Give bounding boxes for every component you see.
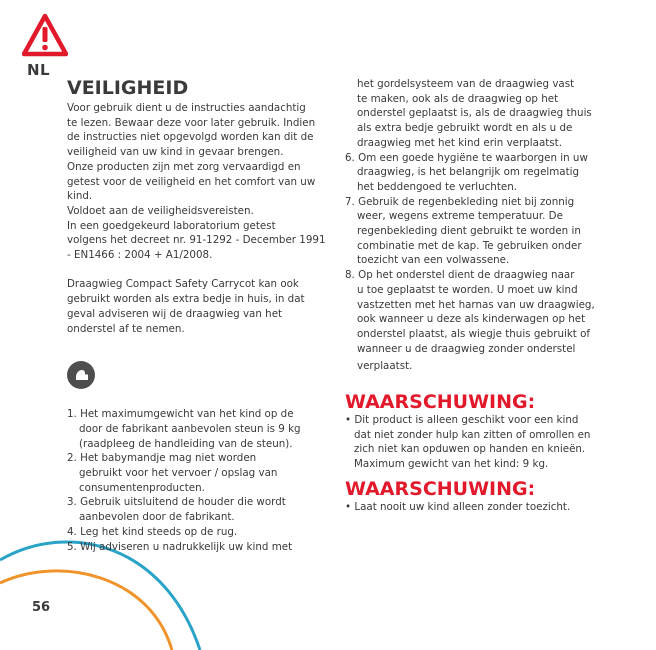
text-line: te maken, ook als de draagwieg op het: [357, 92, 559, 105]
text-line: kind.: [67, 190, 93, 203]
safety-list-left: [67, 407, 329, 554]
list-item: wanneer u de draagwieg zonder onderstel: [357, 342, 576, 355]
list-item: gebruikt voor het vervoer / opslag van: [79, 467, 278, 480]
list-item: 5. Wij adviseren u nadrukkelijk uw kind met: [67, 540, 293, 553]
text-line: Draagwieg Compact Safety Carrycot kan ook: [67, 278, 299, 291]
warning-title: WAARSCHUWING:: [345, 391, 536, 414]
list-item: (raadpleeg de handleiding van de steun).: [79, 437, 293, 450]
text-line: geval adviseren wij de draagwieg van het: [67, 307, 283, 320]
section-title: VEILIGHEID: [67, 77, 189, 99]
safety-list-right: [345, 151, 613, 375]
text-line: draagwieg met het kind erin verplaatst.: [357, 136, 562, 149]
teal-curve: [0, 542, 200, 650]
text-line: als extra bedje gebruikt wordt en als u de: [357, 122, 573, 135]
list-item: 3. Gebruik uitsluitend de houder die wordt: [67, 496, 286, 509]
list-item: toezicht van een volwassene.: [357, 254, 510, 267]
text-line: In een goedgekeurd laboratorium getest: [67, 219, 276, 232]
text-line: volgens het decreet nr. 91-1292 - December 1991: [67, 234, 326, 247]
list-item: 1. Het maximumgewicht van het kind op de: [67, 408, 294, 421]
text-line: Voldoet aan de veiligheidsvereisten.: [67, 204, 254, 217]
text-line: Maximum gewicht van het kind: 9 kg.: [354, 458, 549, 471]
list-item: consumentenproducten.: [79, 481, 205, 494]
list-item: door de fabrikant aanbevolen steun is 9 kg: [79, 422, 301, 435]
list-item: 2. Het babymandje mag niet worden: [67, 452, 257, 465]
intro-paragraph: [67, 101, 329, 263]
list-item: onderstel plaatst, als wiegje thuis gebruikt of: [357, 327, 591, 340]
page-number: 56: [32, 600, 51, 615]
list-item: verplaatst.: [357, 360, 413, 373]
list-item: 6. Om een goede hygiëne te waarborgen in uw: [345, 151, 588, 164]
list-item: 7. Gebruik de regenbekleding niet bij zonnig: [345, 195, 575, 208]
list-item: vastzetten met het harnas van uw draagwieg,: [357, 298, 595, 311]
list-item: weer, wegens extreme temperatuur. De: [357, 210, 563, 223]
text-line: gebruikt worden als extra bedje in huis, in dat: [67, 293, 305, 306]
text-line: veiligheid van uw kind in gevaar brengen.: [67, 146, 284, 159]
text-line: • Laat nooit uw kind alleen zonder toezicht.: [345, 500, 571, 513]
warning-title: WAARSCHUWING:: [345, 477, 536, 500]
text-line: onderstel geplaatst is, als de draagwieg thuis: [357, 107, 592, 120]
list-item: combinatie met de kap. Te gebruiken onder: [357, 239, 582, 252]
warning-triangle-icon: [22, 13, 68, 57]
text-line: onderstel af te nemen.: [67, 322, 185, 335]
warning-block-2: [345, 478, 613, 515]
left-column: [67, 78, 329, 554]
text-line: dat niet zonder hulp kan zitten of omrollen en: [354, 428, 591, 441]
text-line: getest voor de veiligheid en het comfort van uw: [67, 175, 316, 188]
orange-curve: [0, 571, 172, 650]
list-item: regenbekleding dient gebruikt te worden in: [357, 225, 581, 238]
text-line: de instructies niet opgevolgd worden kan dit de: [67, 131, 314, 144]
right-column: [345, 77, 613, 515]
instruction-symbol-icon: [67, 361, 95, 389]
list-item: 4. Leg het kind steeds op de rug.: [67, 525, 238, 538]
list-item: u toe geplaatst te worden. U moet uw kind: [357, 283, 578, 296]
text-line: het gordelsysteem van de draagwieg vast: [357, 78, 575, 90]
text-line: Voor gebruik dient u de instructies aandachtig: [67, 102, 306, 114]
text-line: • Dit product is alleen geschikt voor een kind: [345, 414, 579, 427]
list-item: aanbevolen door de fabrikant.: [79, 511, 235, 524]
text-line: zich niet kan opduwen op handen en knieën.: [354, 443, 586, 456]
text-line: te lezen. Bewaar deze voor later gebruik. Indien: [67, 116, 316, 129]
warning-block-1: [345, 391, 613, 472]
text-line: - EN1466 : 2004 + A1/2008.: [67, 249, 213, 262]
list-item: het beddengoed te verluchten.: [357, 180, 518, 193]
language-code: NL: [27, 61, 51, 79]
list-item: ook wanneer u deze als kinderwagen op het: [357, 313, 586, 326]
usage-paragraph: [67, 277, 329, 336]
list-item: draagwieg, is het belangrijk om regelmatig: [357, 166, 580, 179]
list-item: 8. Op het onderstel dient de draagwieg naar: [345, 269, 575, 282]
text-line: Onze producten zijn met zorg vervaardigd en: [67, 160, 301, 173]
item-5-continuation: [345, 77, 613, 151]
